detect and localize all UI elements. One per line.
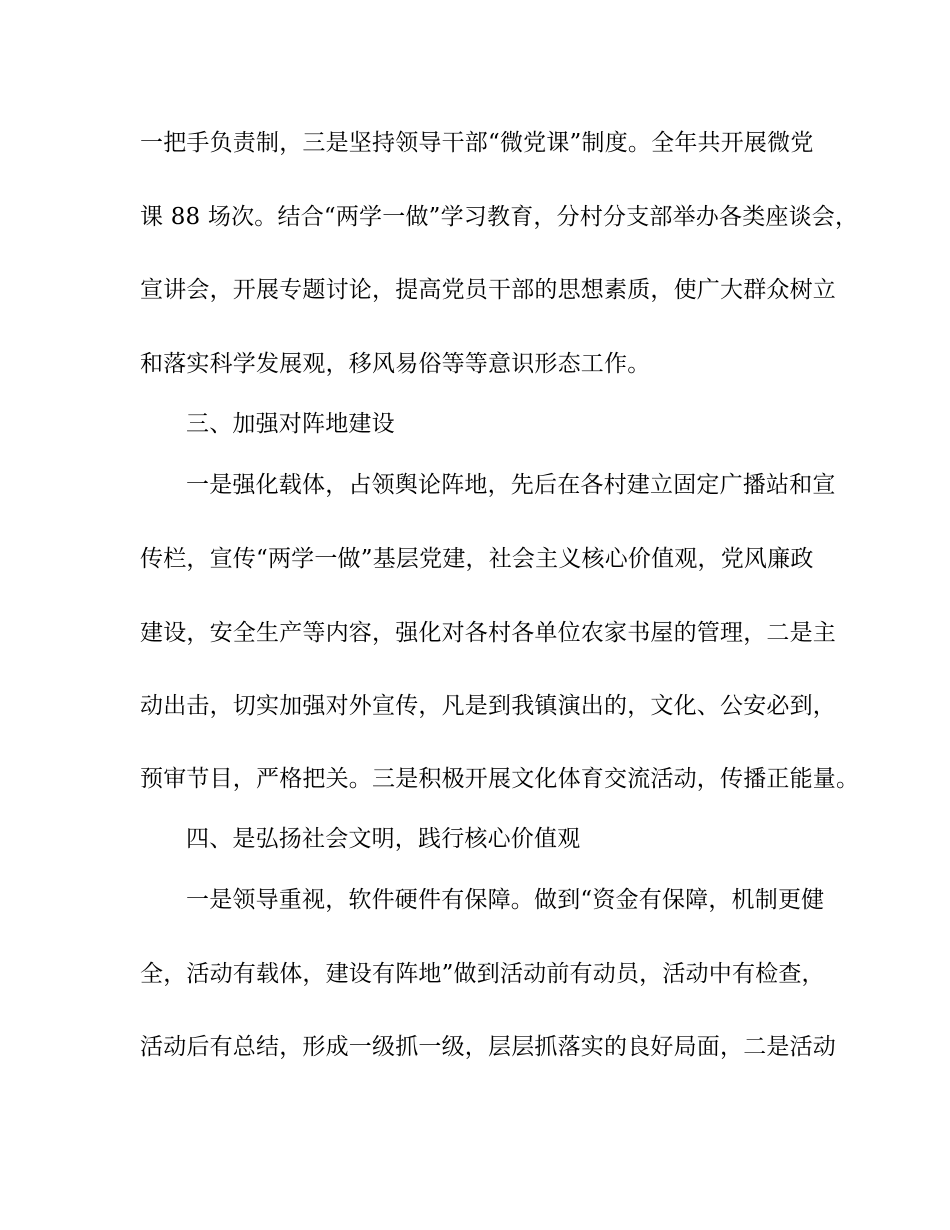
paragraph-line: 宣讲会，开展专题讨论，提高党员干部的思想素质，使广大群众树立 [140, 277, 836, 303]
paragraph-line: 活动后有总结，形成一级抓一级，层层抓落实的良好局面，二是活动 [140, 1034, 836, 1060]
paragraph-line: 全，活动有载体，建设有阵地”做到活动前有动员，活动中有检查， [140, 961, 825, 987]
paragraph-line: 一是领导重视，软件硬件有保障。做到“资金有保障，机制更健 [186, 887, 825, 913]
paragraph-line: 一是强化载体，占领舆论阵地，先后在各村建立固定广播站和宣 [186, 472, 836, 498]
section-heading: 四、是弘扬社会文明，践行核心价值观 [186, 826, 581, 852]
paragraph-line: 预审节目，严格把关。三是积极开展文化体育交流活动，传播正能量。 [140, 766, 860, 792]
section-heading: 三、加强对阵地建设 [186, 411, 395, 437]
paragraph-line: 一把手负责制，三是坚持领导干部“微党课”制度。全年共开展微党 [140, 130, 814, 156]
paragraph-line: 建设，安全生产等内容，强化对各村各单位农家书屋的管理，二是主 [140, 620, 836, 646]
paragraph-line: 传栏，宣传“两学一做”基层党建，社会主义核心价值观，党风廉政 [140, 546, 814, 572]
paragraph-line: 动出击，切实加强对外宣传，凡是到我镇演出的，文化、公安必到， [140, 693, 836, 719]
paragraph-line: 课 88 场次。结合“两学一做”学习教育，分村分支部举办各类座谈会， [140, 204, 859, 230]
paragraph-line: 和落实科学发展观，移风易俗等等意识形态工作。 [140, 351, 651, 377]
